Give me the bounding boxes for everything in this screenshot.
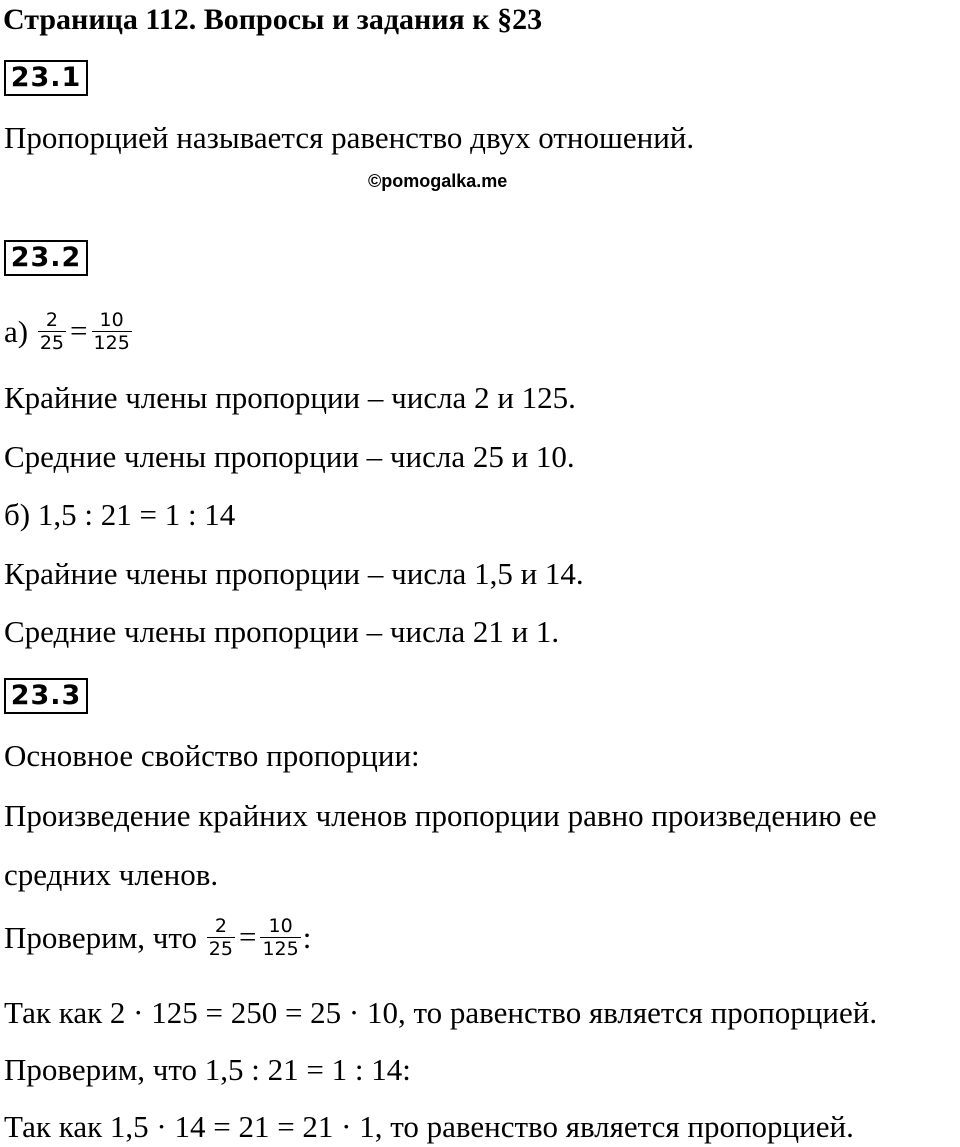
fraction: [207, 915, 235, 960]
text-line: средних членов.: [4, 857, 219, 892]
text-line: Проверим, что 1,5 : 21 = 1 : 14:: [4, 1052, 411, 1087]
fraction-numerator: 10: [260, 915, 300, 938]
equals-sign: =: [238, 918, 257, 954]
text-line: б) 1,5 : 21 = 1 : 14: [4, 497, 236, 532]
fraction-numerator: 2: [38, 309, 66, 332]
fraction-denominator: 25: [39, 332, 65, 355]
watermark: ©pomogalka.me: [368, 171, 508, 191]
fraction-numerator: 2: [207, 915, 235, 938]
page-title: Страница 112. Вопросы и задания к §23: [3, 3, 543, 36]
fraction-denominator: 125: [93, 332, 130, 355]
fraction-numerator: 10: [92, 309, 132, 332]
equals-sign: =: [70, 312, 88, 348]
check-suffix: :: [302, 920, 312, 955]
text-line: Произведение крайних членов пропорции равно произведению ее: [4, 798, 877, 833]
item-prefix: а): [4, 314, 29, 349]
text-line: Средние члены пропорции – числа 25 и 10.: [4, 439, 575, 474]
check-prefix: Проверим, что: [4, 920, 198, 955]
proportion-line-a: [4, 309, 134, 357]
text-line: Основное свойство пропорции:: [4, 738, 420, 773]
check-line: [4, 915, 312, 963]
fraction-denominator: 25: [208, 938, 233, 961]
text-line: Крайние члены пропорции – числа 2 и 125.: [4, 380, 576, 415]
task-number-badge: 23.3: [4, 678, 88, 714]
text-line: Средние члены пропорции – числа 21 и 1.: [4, 614, 560, 649]
fraction: [92, 309, 132, 354]
fraction-denominator: 125: [262, 938, 299, 961]
text-line: Крайние члены пропорции – числа 1,5 и 14.: [4, 556, 584, 591]
task-number-badge: 23.2: [4, 240, 88, 276]
definition-text: Пропорцией называется равенство двух отношений.: [4, 120, 695, 155]
fraction: [38, 309, 66, 354]
text-line: Так как 1,5 · 14 = 21 = 21 · 1, то равенство является пропорцией.: [4, 1109, 854, 1144]
task-number-badge: 23.1: [4, 60, 88, 96]
fraction: [260, 915, 300, 960]
text-line: Так как 2 · 125 = 250 = 25 · 10, то равенство является пропорцией.: [4, 995, 878, 1030]
